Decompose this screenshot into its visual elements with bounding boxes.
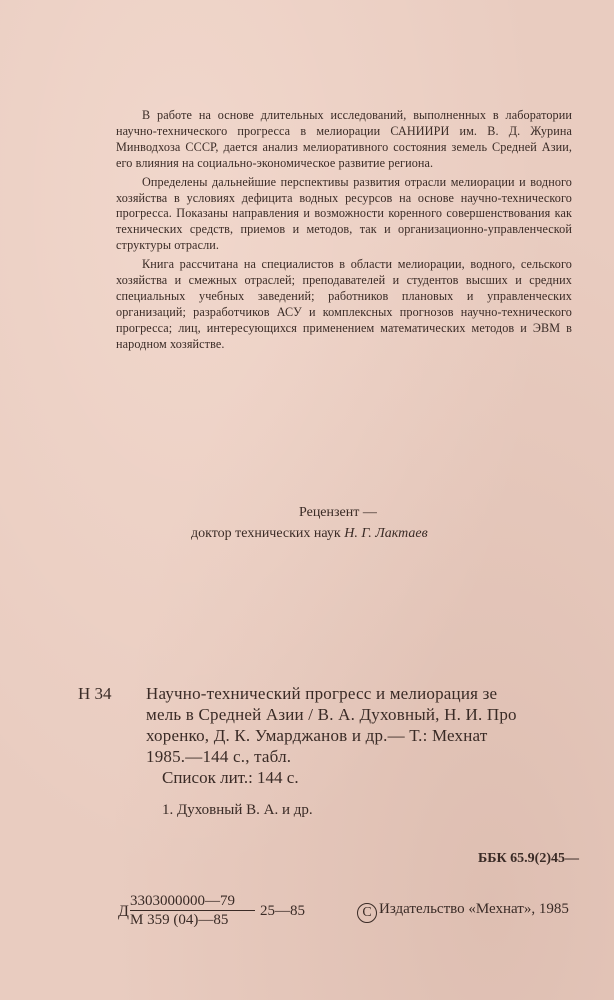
entry-text bbox=[146, 683, 614, 767]
entry-line: хоренко, Д. К. Умарджанов и др.— Т.: Мехнат bbox=[146, 726, 488, 745]
bbk-classification: ББК 65.9(2)45— bbox=[478, 851, 579, 866]
copyright-icon: С bbox=[357, 903, 377, 923]
reviewer-line bbox=[191, 524, 428, 544]
publisher-name: Издательство «Мехнат», 1985 bbox=[379, 901, 569, 917]
entry-line: Научно-технический прогресс и мелиорация зе bbox=[146, 684, 498, 703]
fraction-prefix: Д bbox=[118, 903, 129, 920]
fraction-denominator: М 359 (04)—85 bbox=[130, 912, 229, 928]
reviewer-position: доктор технических наук bbox=[191, 526, 341, 541]
abstract-paragraph: Определены дальнейшие перспективы развития отрасли мелиорации и водного хозяйства в условиях дефицита водных ресурсов на основе научно-технического прогресса. Показаны направления и возможности коренного совершенствования как технических средств, приемов и методов, так и организационно-управленческой структуры отрасли. bbox=[116, 174, 572, 253]
reviewer-title: Рецензент — bbox=[299, 505, 377, 520]
entry-line: мель в Средней Азии / В. А. Духовный, Н. И. Про bbox=[146, 705, 517, 724]
author-reference: 1. Духовный В. А. и др. bbox=[162, 802, 313, 818]
abstract bbox=[116, 108, 572, 356]
fraction-index: 25—85 bbox=[260, 903, 305, 919]
fraction-numerator: 3303000000—79 bbox=[130, 893, 255, 911]
abstract-paragraph: Книга рассчитана на специалистов в области мелиорации, водного, сельского хозяйства и смежных отраслей; преподавателей и студентов высших и средних специальных учебных заведений; работников плановых и управленческих организаций; разработчиков АСУ и комплексных прогнозов научно-технического прогресса; лиц, интересующихся применением математических методов и ЭВМ в народном хозяйстве. bbox=[116, 257, 572, 351]
entry-line: 1985.—144 с., табл. bbox=[146, 747, 292, 766]
reviewer-name: Н. Г. Лактаев bbox=[344, 526, 428, 541]
copyright-line bbox=[357, 901, 569, 923]
bibliography-note: Список лит.: 144 с. bbox=[162, 768, 299, 787]
abstract-paragraph: В работе на основе длительных исследований, выполненных в лаборатории научно-технического прогресса в мелиорации САНИИРИ им. В. Д. Журина Минводхоза СССР, дается анализ мелиоративного состояния земель Средней Азии, его влияния на социально-экономическое развитие региона. bbox=[116, 108, 572, 170]
catalog-code: Н 34 bbox=[78, 684, 112, 703]
